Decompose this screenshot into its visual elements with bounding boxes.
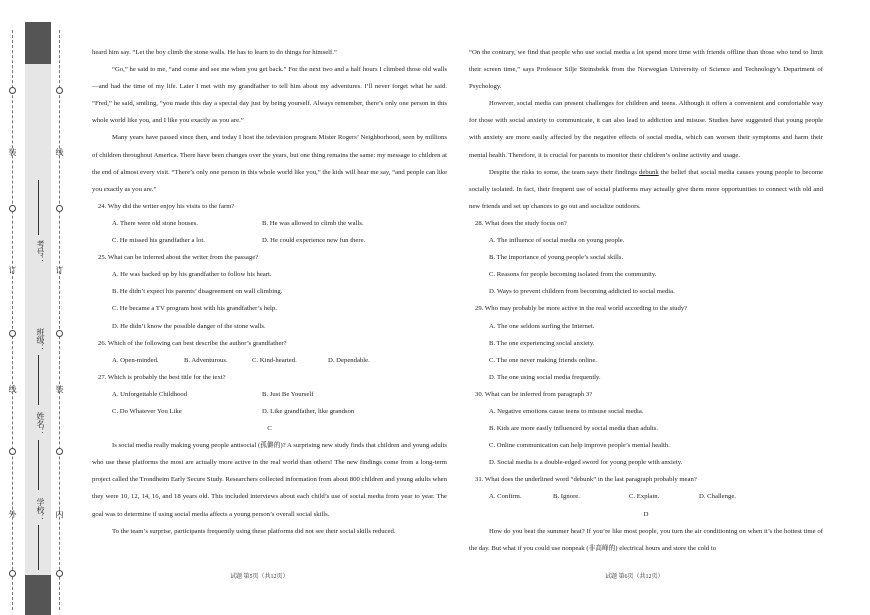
option-d[interactable]: D. The one using social media frequently.: [489, 373, 601, 381]
seal-char-inner-1: 线: [55, 148, 64, 156]
text-run: the belief that social media causes young people to become socially isolated. In fact, their frequent use of social platforms may actually give them more opportunities to connect with old and new friends and set up chances to go out and socialize outdoors.: [469, 168, 823, 210]
binding-block-top: [25, 22, 51, 64]
binding-block-bottom: [25, 575, 51, 615]
option-c[interactable]: C. Do Whatever You Like: [112, 407, 182, 415]
passage-paragraph: How do you beat the summer heat? If you’re like most people, you turn the air conditioning on when it’s the hottest time of the day. But what if you could use nonpeak (非高峰的) electrical hours and store the cold to: [469, 527, 823, 552]
question-26: 26. Which of the following can best describe the author’s grandfather?: [98, 339, 287, 347]
school-label: 学校：: [36, 498, 45, 522]
text-run: Despite the risks to some, the team says their findings: [489, 168, 640, 176]
seal-circle: [56, 570, 63, 577]
question-24: 24. Why did the writer enjoy his visits to the farm?: [98, 202, 235, 210]
options-row: [92, 232, 447, 249]
seal-char-outer-1: 装: [8, 148, 17, 156]
option-a[interactable]: A. Negative emotions cause teens to misuse social media.: [489, 407, 644, 415]
option-a[interactable]: A. Unforgettable Childhood: [112, 390, 188, 398]
right-column: [469, 44, 823, 557]
seal-char-inner-2: 订: [55, 266, 64, 274]
class-field[interactable]: [38, 355, 39, 405]
option-c[interactable]: C. He missed his grandfather a lot.: [112, 237, 205, 245]
option-c[interactable]: C. Kind-hearted.: [252, 356, 297, 364]
name-field[interactable]: [38, 440, 39, 490]
passage-paragraph: However, social media can present challenges for children and teens. Although it offers a convenient and comfortable way for those with social anxiety to communicate, it can also lead to addiction and misuse. Studies have suggested that young people with anxiety are more easily affected by the negative effects of social media, which can worsen their symptoms and harm their mental health. Therefore, it is crucial for parents to monitor their children’s online activity and usage.: [469, 100, 823, 159]
section-heading-d: D: [643, 510, 649, 518]
passage-paragraph: Is social media really making young people antisocial (孤僻的)? A surprising new study finds that children and young adults who use these platforms the most are actually more active in the real world than others! The new findings come from a long-term project called the Trondheim Early Secure Study. Researchers collected information from about 800 children and young adults when they were 10, 12, 14, 16, and 18 years old. This included interviews about each child’s use of social media from year to year. The goal was to determine if using social media affects a young person’s overall social skills.: [92, 442, 447, 518]
options-row: [92, 403, 447, 420]
options-row: [92, 352, 447, 369]
seal-char-outer-4: 外: [8, 510, 17, 518]
options-row: [92, 386, 447, 403]
question-25: 25. What can be inferred about the writer from the passage?: [98, 254, 259, 262]
option-d[interactable]: D. Dependable.: [328, 356, 370, 364]
option-b[interactable]: B. He didn’t expect his parents’ disagreement on wall climbing.: [112, 288, 283, 296]
option-d[interactable]: D. Ways to prevent children from becoming addicted to social media.: [489, 288, 675, 296]
option-a[interactable]: A. He was backed up by his grandfather to follow his heart.: [112, 271, 272, 279]
options-row: [469, 488, 823, 505]
option-b[interactable]: B. Kids are more easily influenced by social media than adults.: [489, 425, 658, 433]
underlined-word: debunk: [639, 168, 659, 176]
binding-margin: [0, 0, 64, 615]
option-d[interactable]: D. Like grandfather, like grandson: [262, 407, 355, 415]
seal-circle: [56, 87, 63, 94]
seal-char-inner-3: 装: [55, 385, 64, 393]
option-a[interactable]: A. The one seldom surfing the Internet.: [489, 322, 595, 330]
option-b[interactable]: B. He was allowed to climb the walls.: [262, 219, 364, 227]
page-footer-left: 试题 第5页（共12页）: [230, 574, 289, 580]
page-footer-right: 试题 第6页（共12页）: [605, 574, 664, 580]
options-row: [92, 215, 447, 232]
seal-circle: [9, 87, 16, 94]
question-29: 29. Who may probably be more active in the real world according to the study?: [475, 305, 688, 313]
question-31: 31. What does the underlined word “debunk” in the last paragraph probably mean?: [475, 476, 697, 484]
option-c[interactable]: C. The one never making friends online.: [489, 356, 597, 364]
seal-char-inner-4: 内: [55, 510, 64, 518]
passage-paragraph: “Go,” he said to me, “and come and see me when you get back.” For the next two and a half hours I climbed those old walls —and had the time of my life. Later I met with my grandfather to tell him about my adventures. I’ll never forget what he said. “Fred,” he said, smiling, “you made this day a special day just by being yourself. Always remember, there’s only one person in this whole world like you, and I like you exactly as you are.”: [92, 66, 447, 125]
option-a[interactable]: A. Confirm.: [489, 493, 522, 501]
option-c[interactable]: C. Explain.: [629, 493, 660, 501]
exam-number-label: 考号：: [36, 240, 45, 264]
question-30: 30. What can be inferred from paragraph 3?: [475, 390, 593, 398]
seal-char-outer-3: 线: [8, 385, 17, 393]
passage-paragraph: heard him say. “Let the boy climb the stone walls. He has to learn to do things for himself.”: [92, 49, 337, 56]
seal-circle: [9, 570, 16, 577]
option-a[interactable]: A. The influence of social media on young people.: [489, 237, 625, 245]
seal-circle: [56, 448, 63, 455]
option-d[interactable]: D. He didn’t know the possible danger of the stone walls.: [112, 322, 266, 330]
option-d[interactable]: D. Social media is a double-edged sword for young people with anxiety.: [489, 459, 683, 467]
question-27: 27. Which is probably the best title for the text?: [98, 373, 226, 381]
option-b[interactable]: B. Just Be Yourself: [262, 390, 314, 398]
seal-circle: [56, 330, 63, 337]
option-b[interactable]: B. Adventurous.: [184, 356, 228, 364]
seal-char-outer-2: 订: [8, 266, 17, 274]
seal-circle: [9, 330, 16, 337]
option-a[interactable]: A. There were old stone houses.: [112, 219, 198, 227]
option-d[interactable]: D. Challenge.: [699, 493, 736, 501]
passage-paragraph: To the team’s surprise, participants frequently using these platforms did not see their social skills reduced.: [112, 527, 396, 535]
name-label: 姓名：: [36, 412, 45, 436]
seal-circle: [56, 205, 63, 212]
exam-number-field[interactable]: [38, 180, 39, 235]
option-c[interactable]: C. He became a TV program host with his grandfather’s help.: [112, 305, 277, 313]
class-label: 班级：: [36, 328, 45, 352]
section-heading-c: C: [267, 425, 272, 433]
inner-seal-line: [59, 30, 60, 610]
option-c[interactable]: C. Online communication can help improve people’s mental health.: [489, 442, 670, 450]
school-field[interactable]: [38, 525, 39, 570]
option-c[interactable]: C. Reasons for people becoming isolated from the community.: [489, 271, 657, 279]
seal-circle: [9, 205, 16, 212]
passage-paragraph: Many years have passed since then, and today I host the television program Mister Rogers’ Neighborhood, seen by millions of children throughout America. There have been changes over the years, but one thing remains the same: my message to children at the end of almost every visit. “There’s only one person in this whole world like you,” the kids will hear me say, “and people can like you exactly as you are.”: [92, 134, 447, 193]
left-column: [92, 44, 447, 540]
option-b[interactable]: B. Ignore.: [553, 493, 580, 501]
outer-seal-line: [12, 30, 13, 610]
option-b[interactable]: B. The one experiencing social anxiety.: [489, 339, 595, 347]
passage-paragraph: [469, 164, 823, 215]
option-a[interactable]: A. Open-minded.: [112, 356, 159, 364]
option-d[interactable]: D. He could experience new fun there.: [262, 237, 366, 245]
option-b[interactable]: B. The importance of young people’s social skills.: [489, 254, 624, 262]
passage-paragraph: “On the contrary, we find that people who use social media a lot spend more time with friends offline than those who tend to limit their screen time,” says Professor Silje Steinsbekk from the Norwegian University of Science and Technology’s Department of Psychology.: [469, 49, 823, 91]
question-28: 28. What does the study focus on?: [475, 219, 567, 227]
seal-circle: [9, 448, 16, 455]
